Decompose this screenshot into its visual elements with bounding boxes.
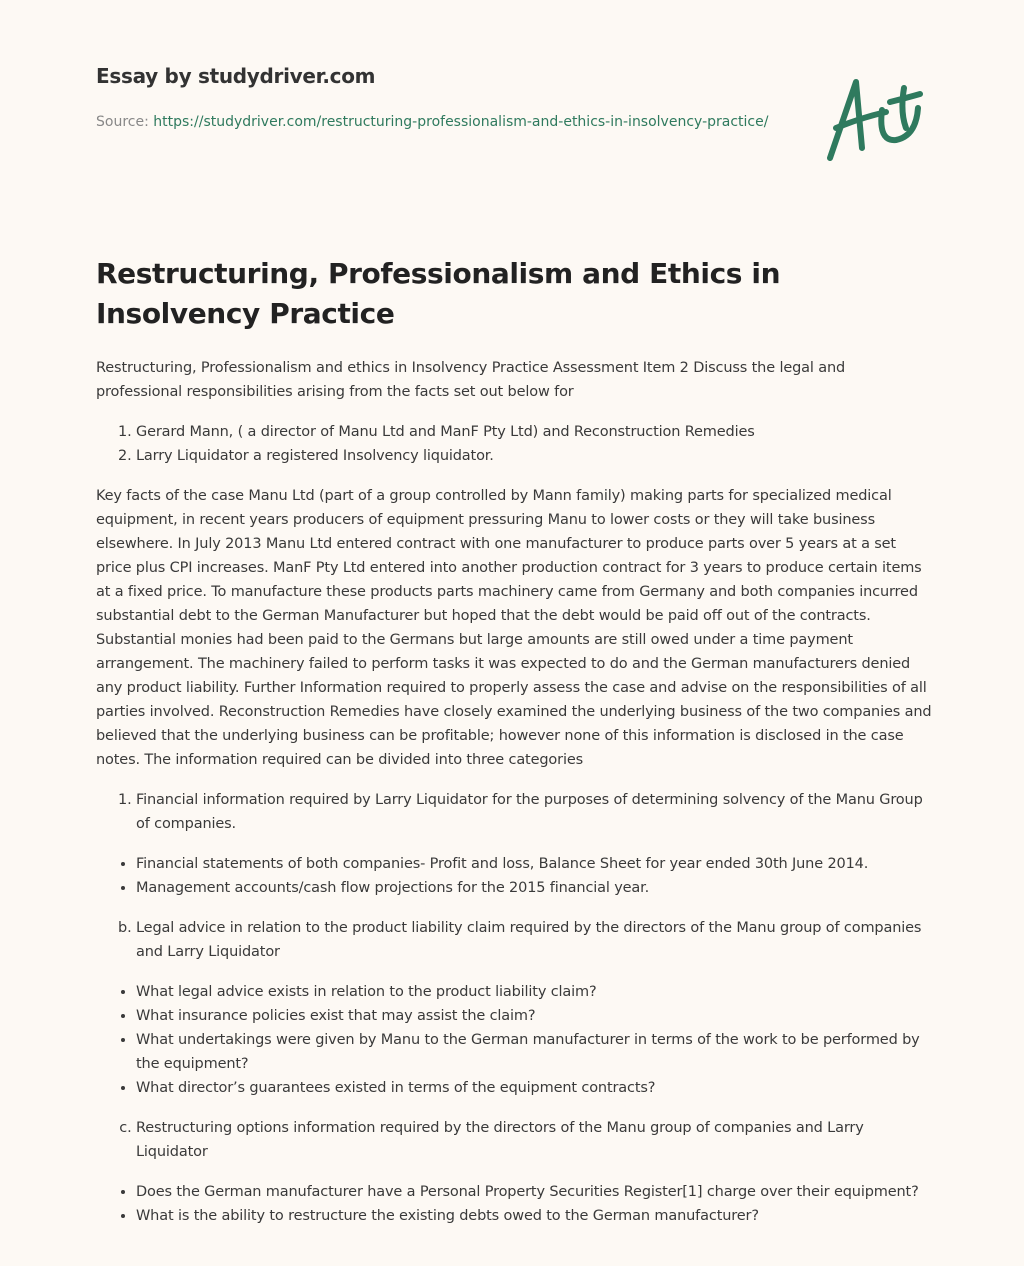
- essay-content: [96, 254, 932, 1244]
- source-label: Source:: [96, 114, 154, 130]
- category-a: 1. Financial information required by Larry Liquidator for the purposes of determining solvency of the Manu Group of companies.: [136, 788, 932, 836]
- list-item: • What director’s guarantees existed in terms of the equipment contracts?: [136, 1076, 932, 1100]
- intro-paragraph: Restructuring, Professionalism and ethics in Insolvency Practice Assessment Item 2 Discuss the legal and professional responsibilities arising from the facts set out below for: [96, 360, 846, 400]
- a-plus-logo-icon: [820, 68, 930, 168]
- list-item: 2. Larry Liquidator a registered Insolvency liquidator.: [136, 444, 932, 468]
- category-c-list: [96, 1116, 932, 1164]
- category-b-items: [96, 980, 932, 1100]
- category-b: b. Legal advice in relation to the product liability claim required by the directors of the Manu group of companies and Larry Liquidator: [136, 916, 932, 964]
- page-header: [96, 64, 796, 134]
- parties-list: [96, 420, 932, 468]
- essay-title: Restructuring, Professionalism and Ethics in Insolvency Practice: [96, 257, 781, 330]
- category-a-list: [96, 788, 932, 836]
- category-c: c. Restructuring options information required by the directors of the Manu group of companies and Larry Liquidator: [136, 1116, 932, 1164]
- brand-title: Essay by studydriver.com: [96, 64, 376, 88]
- list-item: • What undertakings were given by Manu to the German manufacturer in terms of the work to be performed by the equipment?: [136, 1028, 932, 1076]
- category-a-items: [96, 852, 932, 900]
- list-item: • Does the German manufacturer have a Personal Property Securities Register[1] charge over their equipment?: [136, 1180, 932, 1204]
- list-item: • What legal advice exists in relation to the product liability claim?: [136, 980, 932, 1004]
- category-c-items: [96, 1180, 932, 1228]
- category-b-list: [96, 916, 932, 964]
- list-item: • Management accounts/cash flow projections for the 2015 financial year.: [136, 876, 932, 900]
- facts-paragraph: Key facts of the case Manu Ltd (part of a group controlled by Mann family) making parts for specialized medical equipment, in recent years producers of equipment pressuring Manu to lower costs or they will take business elsewhere. In July 2013 Manu Ltd entered contract with one manufacturer to produce parts over 5 years at a set price plus CPI increases. ManF Pty Ltd entered into another production contract for 3 years to produce certain items at a fixed price. To manufacture these products parts machinery came from Germany and both companies incurred substantial debt to the German Manufacturer but hoped that the debt would be paid off out of the contracts. Substantial monies had been paid to the Germans but large amounts are still owed under a time payment arrangement. The machinery failed to perform tasks it was expected to do and the German manufacturers denied any product liability. Further Information required to properly assess the case and advise on the responsibilities of all parties involved. Reconstruction Remedies have closely examined the underlying business of the two companies and believed that the underlying business can be profitable; however none of this information is disclosed in the case notes. The information required can be divided into three categories: [96, 488, 932, 768]
- list-item: • Financial statements of both companies- Profit and loss, Balance Sheet for year ended 30th June 2014.: [136, 852, 932, 876]
- list-item: • What is the ability to restructure the existing debts owed to the German manufacturer?: [136, 1204, 932, 1228]
- list-item: 1. Gerard Mann, ( a director of Manu Ltd and ManF Pty Ltd) and Reconstruction Remedies: [136, 420, 932, 444]
- list-item: • What insurance policies exist that may assist the claim?: [136, 1004, 932, 1028]
- source-line: [96, 110, 796, 134]
- source-link[interactable]: https://studydriver.com/restructuring-professionalism-and-ethics-in-insolvency-practice/: [153, 114, 769, 130]
